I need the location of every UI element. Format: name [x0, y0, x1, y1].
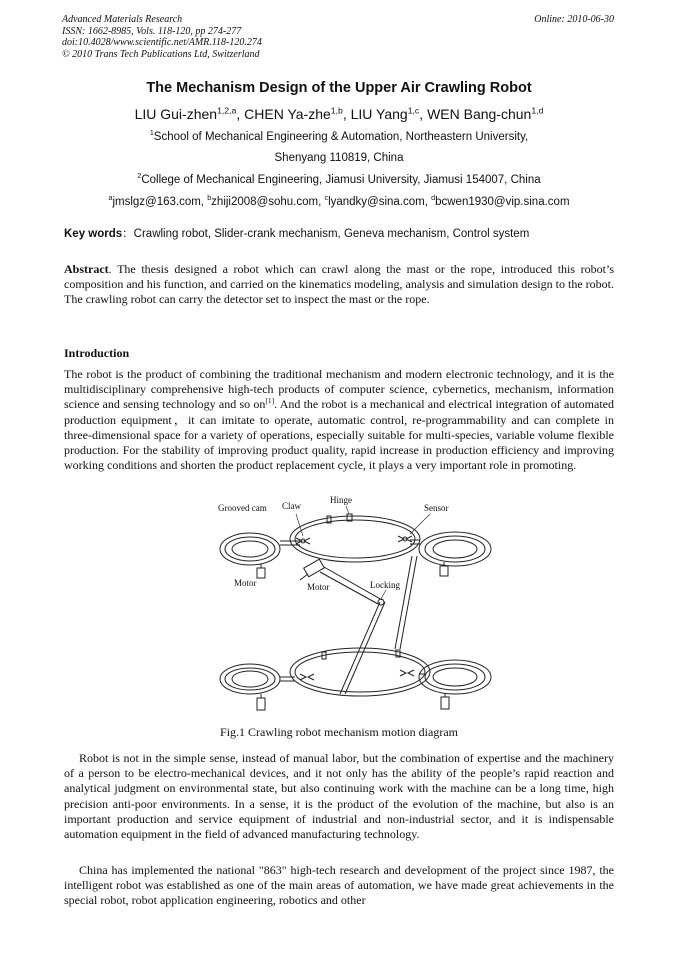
email-link[interactable]: jmslgz@163.com, [112, 196, 208, 208]
intro-text: The robot is the product of combining the traditional mechanism and modern electronic technology, and it is the multidisciplinary comprehensive high-tech products of computer science, cybernetics, mechanism, information science and sensing technology and so on [64, 367, 614, 412]
intro-text: . And the robot is a mechanical and electrical integration of automated production equipment，it can imitate to operate, automatic control, re-programmability and can complete in three-dimensional space for a variety of operations, especially suitable for multi-species, variable volume flexible production. For the stability of improving product quality, rapid increase in production efficiency and improving working conditions and shorten the product replacement cycle, it plays a very important role in promoting. [64, 397, 614, 473]
leader-hinge [346, 506, 349, 514]
author-sup: 1,b [330, 105, 343, 116]
abstract-label: Abstract [64, 262, 109, 276]
leader-locking [381, 590, 386, 599]
abstract-text: . The thesis designed a robot which can crawl along the mast or the rope, introduced this robot’s composition and his function, and carried on the kinematics modeling, analysis and simulation design to the robot. The crawling robot can carry the detector set to inspect the mast or the rope. [64, 262, 614, 307]
email-sup: c [324, 194, 329, 203]
affiliation-text: College of Mechanical Engineering, Jiamusi University, Jiamusi 154007, China [141, 174, 541, 186]
journal-name: Advanced Materials Research [62, 14, 183, 25]
author-name: LIU Gui-zhen [134, 106, 218, 122]
leader-claw [296, 514, 303, 536]
leader-sensor [410, 514, 430, 534]
label-motor-middle: Motor [307, 582, 330, 592]
label-grooved-cam: Grooved cam [218, 503, 267, 513]
label-sensor: Sensor [424, 503, 449, 513]
email-link[interactable]: lyandky@sina.com, [328, 196, 432, 208]
author-sep: , [342, 106, 351, 122]
affiliation-2 [0, 174, 678, 186]
author-sup: 1,c [407, 105, 420, 116]
email-sup: b [207, 194, 212, 203]
keywords-sep: ： [122, 228, 134, 240]
journal-metadata [62, 14, 262, 60]
keywords-label: Key words [64, 228, 123, 240]
intro-paragraph-3: China has implemented the national "863" high-tech research and development of the project since 1987, the intelligent robot was established as one of the main areas of automation, we have made great achievements in the special robot, robot application engineering, robotics and other [64, 863, 614, 908]
email-sup: a [108, 194, 113, 203]
issn-line: ISSN: 1662-8985, Vols. 118-120, pp 274-277 [62, 25, 242, 37]
robot-mechanism-figure [200, 494, 500, 724]
figure-caption: Fig.1 Crawling robot mechanism motion diagram [220, 725, 458, 739]
link-arms [300, 556, 417, 694]
email-sup: d [431, 194, 436, 203]
author-sep: , [236, 106, 245, 122]
author-name: LIU Yang [350, 106, 408, 122]
online-date: Online: 2010-06-30 [534, 14, 614, 25]
affiliation-sup: 2 [137, 172, 142, 181]
author-sup: 1,d [531, 105, 544, 116]
doi-line: doi:10.4028/www.scientific.net/AMR.118-120.274 [62, 37, 262, 48]
intro-paragraph-2: Robot is not in the simple sense, instead of manual labor, but the combination of expertise and the machinery of a person to be electro-mechanical devices, and it not only has the ability of the people’s rapid reaction and analytical judgment on environmental state, but also continuing work with the machine can be a long time, high precision anti-poor environments. In a sense, it is the product of the evolution of the machine, but also is an important production and service equipment of industrial and non-industrial sector, and it is indispensable automation equipment in the field of advanced manufacturing technology. [64, 751, 614, 842]
keywords-text: Crawling robot, Slider-crank mechanism, Geneva mechanism, Control system [133, 228, 530, 240]
label-hinge: Hinge [330, 495, 352, 505]
author-name: CHEN Ya-zhe [244, 106, 331, 122]
affiliation-1-line-2: Shenyang 110819, China [274, 152, 404, 164]
copyright-line: © 2010 Trans Tech Publications Ltd, Switzerland [62, 48, 260, 60]
label-claw: Claw [282, 501, 301, 511]
paper-title: The Mechanism Design of the Upper Air Crawling Robot [146, 80, 532, 96]
email-link[interactable]: bcwen1930@vip.sina.com [435, 196, 570, 208]
author-sep: , [419, 106, 428, 122]
intro-paragraph-1 [64, 367, 614, 473]
author-list [0, 106, 678, 122]
email-list [0, 196, 678, 208]
label-locking: Locking [370, 580, 400, 590]
citation-ref[interactable]: [1] [265, 396, 275, 406]
author-sup: 1,2,a [217, 105, 237, 116]
upper-ring-assembly [220, 514, 491, 578]
affiliation-sup: 1 [149, 129, 154, 138]
affiliation-1-line-1 [0, 131, 678, 143]
affiliation-text: School of Mechanical Engineering & Automation, Northeastern University, [153, 131, 529, 143]
abstract-paragraph [64, 262, 614, 308]
section-heading-introduction: Introduction [64, 346, 130, 360]
author-name: WEN Bang-chun [427, 106, 532, 122]
keywords [64, 225, 529, 241]
email-link[interactable]: zhiji2008@sohu.com, [211, 196, 325, 208]
label-motor-left: Motor [234, 578, 257, 588]
